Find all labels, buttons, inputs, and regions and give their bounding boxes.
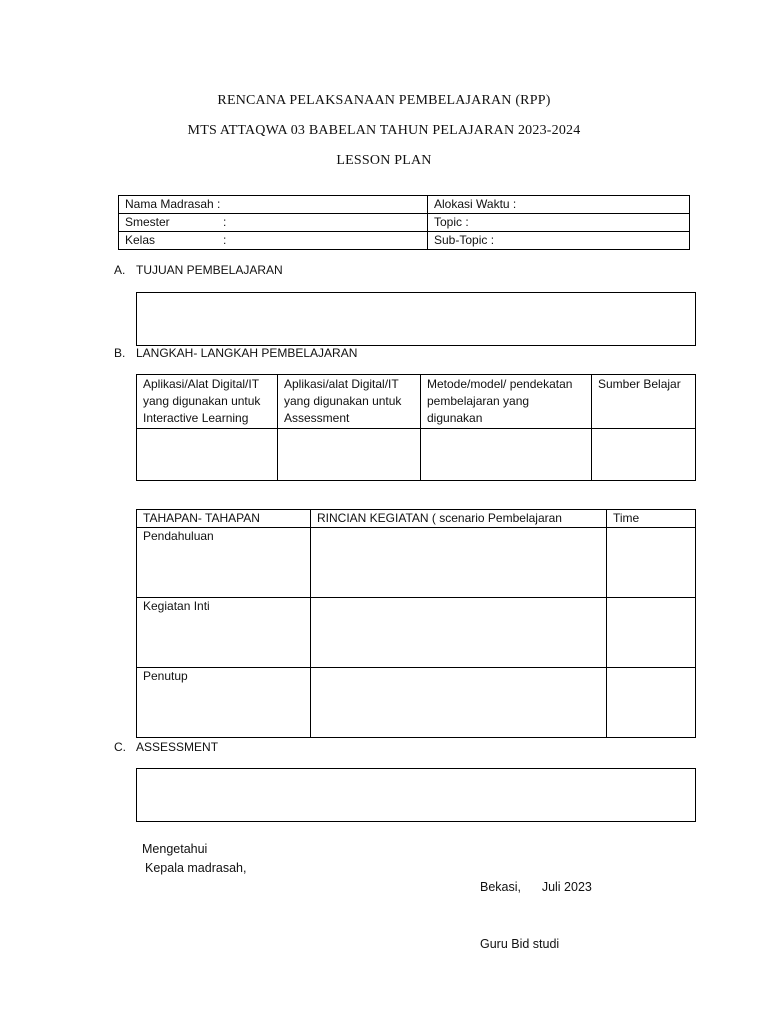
info-row (119, 232, 690, 250)
stage-label: Pendahuluan (137, 528, 311, 598)
stages-header-tahapan: TAHAPAN- TAHAPAN (137, 510, 311, 528)
signature-left (142, 840, 246, 878)
tools-cell-metode[interactable] (421, 429, 592, 481)
stages-row-pendahuluan (137, 528, 696, 598)
info-cell-sub-topic: Sub-Topic : (428, 232, 690, 250)
info-cell-smester (119, 214, 428, 232)
doc-subtitle-school: MTS ATTAQWA 03 BABELAN TAHUN PELAJARAN 2023-2024 (187, 123, 581, 138)
section-title: TUJUAN PEMBELAJARAN (136, 263, 283, 277)
info-colon: : (223, 233, 227, 247)
tools-cell-interactive[interactable] (137, 429, 278, 481)
stage-label: Penutup (137, 668, 311, 738)
doc-title: RENCANA PELAKSANAAN PEMBELAJARAN (RPP) (217, 93, 551, 108)
tools-body-row (137, 429, 696, 481)
section-b-heading (114, 346, 357, 360)
info-cell-alokasi-waktu: Alokasi Waktu : (428, 196, 690, 214)
info-cell-topic: Topic : (428, 214, 690, 232)
signature-right-line2: Guru Bid studi (480, 937, 560, 951)
doc-subtitle-lesson-plan: LESSON PLAN (336, 153, 432, 168)
section-title: LANGKAH- LANGKAH PEMBELAJARAN (136, 346, 358, 360)
info-label: Smester (125, 215, 170, 229)
stages-header-rincian: RINCIAN KEGIATAN ( scenario Pembelajaran (311, 510, 607, 528)
section-c-heading (114, 740, 218, 754)
tools-cell-sumber[interactable] (592, 429, 696, 481)
stages-row-penutup (137, 668, 696, 738)
info-row (119, 214, 690, 232)
stages-header-time: Time (607, 510, 696, 528)
stage-rincian-cell[interactable] (311, 598, 607, 668)
stage-time-cell[interactable] (607, 598, 696, 668)
signature-right (480, 840, 592, 973)
stages-row-kegiatan-inti (137, 598, 696, 668)
tools-table (136, 374, 696, 481)
tools-header-sumber: Sumber Belajar (592, 375, 696, 429)
stage-time-cell[interactable] (607, 668, 696, 738)
stage-label: Kegiatan Inti (137, 598, 311, 668)
tools-cell-assessment[interactable] (278, 429, 421, 481)
tujuan-input-box[interactable] (136, 292, 696, 346)
signature-right-line1: Bekasi, Juli 2023 (480, 880, 592, 894)
section-a-heading (114, 263, 283, 277)
info-label: Kelas (125, 233, 156, 247)
tools-header-interactive: Aplikasi/Alat Digital/IT yang digunakan untuk Interactive Learning (137, 375, 278, 429)
tools-header-row (137, 375, 696, 429)
assessment-input-box[interactable] (136, 768, 696, 822)
tools-header-metode: Metode/model/ pendekatan pembelajaran yang digunakan (421, 375, 592, 429)
stages-table (136, 509, 696, 738)
info-cell-kelas (119, 232, 428, 250)
stage-rincian-cell[interactable] (311, 528, 607, 598)
section-letter: C. (114, 740, 126, 754)
section-title: ASSESSMENT (136, 740, 219, 754)
tools-header-assessment: Aplikasi/alat Digital/IT yang digunakan untuk Assessment (278, 375, 421, 429)
info-row (119, 196, 690, 214)
stages-header-row (137, 510, 696, 528)
info-table (118, 195, 690, 250)
section-letter: A. (114, 263, 126, 277)
info-cell-nama-madrasah (119, 196, 428, 214)
signature-left-line1: Mengetahui (142, 842, 208, 856)
section-letter: B. (114, 346, 126, 360)
info-colon: : (223, 215, 227, 229)
info-label: Nama Madrasah : (125, 197, 221, 211)
stage-time-cell[interactable] (607, 528, 696, 598)
signature-left-line2: Kepala madrasah, (145, 861, 247, 875)
stage-rincian-cell[interactable] (311, 668, 607, 738)
